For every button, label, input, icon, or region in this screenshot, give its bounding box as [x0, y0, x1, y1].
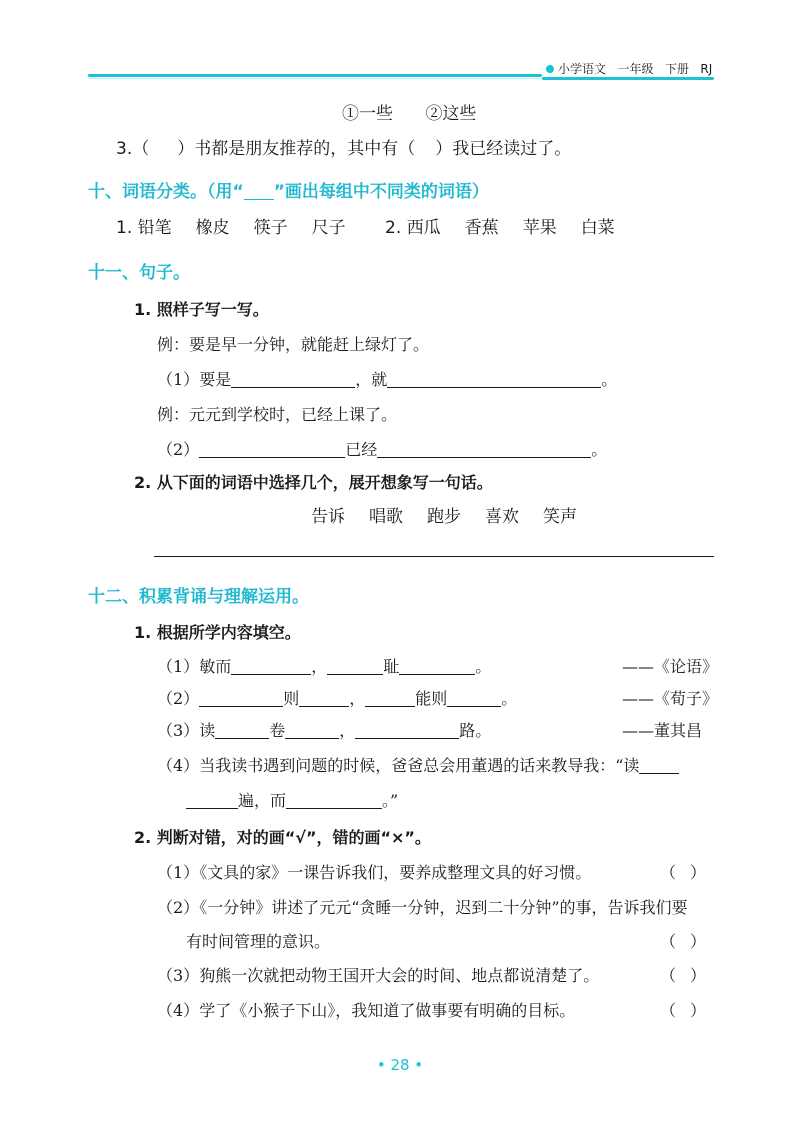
word-groups: 1. 铅笔 橡皮 筷子 尺子 2. 西瓜 香蕉 苹果 白菜 [116, 218, 615, 238]
source-citation: ——董其昌 [622, 721, 703, 740]
question-title: 2. 从下面的词语中选择几个，展开想象写一句话。 [134, 473, 493, 492]
section-heading: 十一、句子。 [88, 263, 190, 283]
example-text: 例：元元到学校时，已经上课了。 [157, 405, 398, 424]
header-rule-light [88, 78, 542, 79]
judge-item: （1）《文具的家》一课告诉我们，要养成整理文具的好习惯。 [157, 863, 592, 882]
option-row: ①一些 ②这些 [342, 104, 477, 124]
fill-line: （2） 则 ， 能则 。 [157, 689, 518, 708]
example-text: 例：要是早一分钟，就能赶上绿灯了。 [157, 335, 430, 354]
judge-item: （3）狗熊一次就把动物王国开大会的时间、地点都说清楚了。 [157, 966, 600, 985]
header-label [542, 60, 714, 80]
answer-line[interactable] [154, 556, 714, 557]
fill-line: （4）当我读书遇到问题的时候，爸爸总会用董遇的话来教导我：“读 [157, 755, 679, 777]
judge-item-continued: 有时间管理的意识。 [186, 932, 331, 951]
page-number: • 28 • [376, 1056, 424, 1074]
question-title: 1. 照样子写一写。 [134, 300, 269, 319]
fill-line: （1）敏而 ， 耻 。 [157, 657, 492, 676]
judge-item: （2）《一分钟》讲述了元元“贪睡一分钟，迟到二十分钟”的事，告诉我们要 [157, 898, 688, 917]
fill-line-continued: 遍，而 。” [186, 790, 398, 812]
answer-parens[interactable]: （ ） [660, 1001, 707, 1020]
answer-parens[interactable]: （ ） [660, 966, 707, 985]
question-item: 3.（ ）书都是朋友推荐的，其中有（ ）我已经读过了。 [116, 139, 572, 159]
section-heading: 十、词语分类。（用“ ”画出每组中不同类的词语） [88, 182, 489, 202]
header-tab-underline [542, 77, 714, 80]
bullet-dot-icon [546, 65, 554, 73]
header-text: 小学语文 一年级 下册 RJ [558, 62, 713, 76]
answer-parens[interactable]: （ ） [660, 932, 707, 951]
header-rule [88, 74, 542, 77]
section-heading: 十二、积累背诵与理解运用。 [88, 587, 309, 607]
source-citation: ——《论语》 [622, 657, 719, 676]
fill-line: （2） 已经 。 [157, 440, 608, 459]
source-citation: ——《荀子》 [622, 689, 719, 708]
fill-line: （3）读 卷 ， 路。 [157, 721, 492, 740]
fill-line: （1）要是 ，就 。 [157, 370, 618, 389]
word-bank: 告诉 唱歌 跑步 喜欢 笑声 [311, 507, 577, 527]
judge-item: （4）学了《小猴子下山》，我知道了做事要有明确的目标。 [157, 1001, 576, 1020]
question-title: 2. 判断对错，对的画“√”，错的画“×”。 [134, 828, 431, 847]
question-title: 1. 根据所学内容填空。 [134, 623, 301, 642]
answer-parens[interactable]: （ ） [660, 863, 707, 882]
